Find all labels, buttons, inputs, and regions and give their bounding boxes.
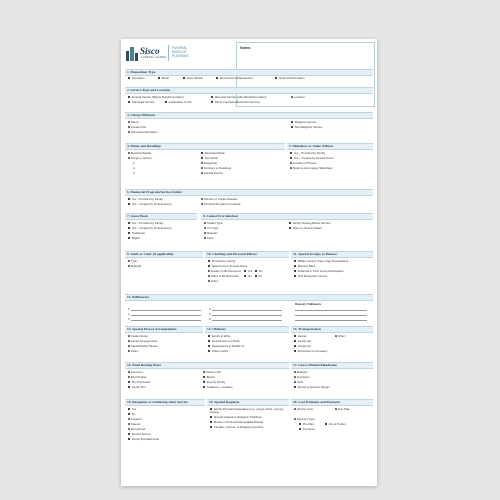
section-title: 12. Pallbearers xyxy=(125,294,373,301)
location-field[interactable]: Location: xyxy=(291,96,305,99)
eulogist-field[interactable]: Eulogist(s): xyxy=(201,162,218,165)
checkbox-option[interactable]: Memorial Service (After Burial/Cremation) xyxy=(211,96,266,99)
checkbox-option[interactable]: Procession to Cemetery xyxy=(294,350,328,353)
color-field[interactable]: Color: xyxy=(204,237,214,240)
section-vault xyxy=(125,251,203,291)
checkbox-option[interactable]: Kept by Family xyxy=(203,381,225,384)
checkbox-option[interactable]: Family Viewing Before Service xyxy=(289,222,331,225)
clothing-other-field[interactable]: Other: xyxy=(208,280,219,283)
checkbox-option[interactable]: Out of Pocket xyxy=(325,423,346,426)
checkbox-option[interactable]: Live Music xyxy=(201,157,218,160)
checkbox-option[interactable]: Yes – Provided by Family xyxy=(128,222,163,225)
header-divider xyxy=(168,45,169,61)
checkbox-option[interactable]: Green Burial xyxy=(183,77,202,80)
honorary-line[interactable] xyxy=(295,308,367,311)
song-line[interactable]: 1. xyxy=(133,161,136,165)
jewelry-option[interactable]: Jewelry to Be Removed: Yes No xyxy=(208,270,262,273)
pallbearer-line[interactable]: 4. xyxy=(209,308,282,311)
checkbox-option[interactable]: Family to Write xyxy=(208,335,230,338)
checkbox-option[interactable]: Hearse xyxy=(294,335,307,338)
section-program xyxy=(125,189,373,209)
checkbox-option[interactable]: Pre-Paid xyxy=(299,423,314,426)
section-special-requests xyxy=(207,399,289,451)
musician-field[interactable]: Musician/Soloist xyxy=(128,152,151,155)
section-title: 11. Special Groups or Honors xyxy=(291,251,373,258)
section-clothing xyxy=(205,251,289,291)
section-grave-marker xyxy=(291,362,373,396)
section-title: 2. Service Type and Location xyxy=(125,87,373,94)
form-title: FUNERAL SERVICE PLANNING xyxy=(172,46,189,59)
flower-field[interactable]: Other: xyxy=(128,350,139,353)
section-title: 1. Disposition Type xyxy=(125,69,373,76)
song-line[interactable]: 2. xyxy=(133,166,136,170)
checkbox-option[interactable]: Family-Provided Food xyxy=(128,438,159,441)
due-date-field[interactable]: Due Date: xyxy=(335,408,350,411)
section-obituary xyxy=(205,326,289,360)
checkbox-option[interactable]: Graveside Service xyxy=(128,101,155,104)
reception-field[interactable]: Location: xyxy=(128,418,142,421)
checkbox-option[interactable]: Family Plot xyxy=(128,386,146,389)
section-title: 6. Memorial Program/Service Folder xyxy=(125,189,373,196)
payment-type-field[interactable]: Payment Type: xyxy=(294,418,316,421)
checkbox-option[interactable]: Yes – Created by Funeral Home xyxy=(290,157,334,160)
checkbox-option[interactable]: Family to Approve Design xyxy=(294,386,330,389)
checkbox-option[interactable]: Candles, Incense, or Religious Symbols xyxy=(210,426,263,429)
pallbearer-line[interactable]: 6. xyxy=(209,318,282,321)
checkbox-option[interactable]: Funeral Home to Write xyxy=(208,340,240,343)
photos-location-field[interactable]: Location of Photos: xyxy=(290,162,317,165)
checkbox-option[interactable]: Anatomical Donation xyxy=(275,77,305,80)
checkbox-option[interactable]: Traditional xyxy=(128,232,145,235)
section-flowers xyxy=(125,326,203,360)
section-pallbearers xyxy=(125,294,373,324)
checkbox-option[interactable]: Buried xyxy=(203,376,215,379)
checkbox-option[interactable]: Burial xyxy=(158,77,169,80)
contact-field[interactable]: Contact Info: xyxy=(128,126,147,129)
reception-field[interactable]: Menu/Food: xyxy=(128,428,146,431)
checkbox-option[interactable]: Yes – Provided by Family xyxy=(290,152,325,155)
songs-field[interactable]: Songs or Hymns: xyxy=(128,157,152,160)
reception-field[interactable]: Caterer: xyxy=(128,423,141,426)
checkbox-option[interactable]: Yes – Provided by Family xyxy=(128,198,163,201)
checkbox-option[interactable]: Celebration of Life xyxy=(165,101,191,104)
checkbox-option[interactable]: Digital xyxy=(128,237,139,240)
section-title: 13. Special Flower Arrangements xyxy=(125,326,203,333)
checkbox-option[interactable]: Family Car xyxy=(294,340,311,343)
photos-info-field[interactable]: Photos/Information to Include: xyxy=(201,203,241,206)
section-slideshow xyxy=(287,143,373,187)
checkbox-option[interactable]: No xyxy=(128,413,135,416)
service-cost-field[interactable]: Service Cost: xyxy=(294,408,314,411)
checkbox-option[interactable]: Photos or Personal Memorabilia Display xyxy=(210,421,263,424)
scripture-field[interactable]: Scripture or Readings: xyxy=(201,167,232,170)
pallbearer-line[interactable]: 3. xyxy=(128,318,201,321)
song-line[interactable]: 3. xyxy=(133,171,136,175)
brand-name: Sisco xyxy=(140,46,160,56)
section-disposition xyxy=(125,69,373,81)
section-title: 15. Transportation xyxy=(291,326,373,333)
pallbearer-line[interactable]: 5. xyxy=(209,313,282,316)
flower-field[interactable]: Stand/Display Pieces: xyxy=(128,345,158,348)
section-casket xyxy=(201,213,373,247)
checkbox-option[interactable]: Yes – Created by Funeral Home xyxy=(128,227,172,230)
vault-material-field[interactable]: Material: xyxy=(128,265,142,268)
checkbox-option[interactable]: Newspaper/s to Publish In: xyxy=(208,345,245,348)
vault-type-field[interactable]: Type: xyxy=(128,260,138,263)
section-title: 10. Clothing and Personal Effects xyxy=(205,251,289,258)
honorary-line[interactable] xyxy=(295,313,367,316)
poems-field[interactable]: Special Poems: xyxy=(201,172,223,175)
checkbox-option[interactable]: Masonic Rites xyxy=(294,265,315,268)
section-title: 20. Cost Estimate and Payment xyxy=(291,399,373,406)
urn-field[interactable]: Urn Type: xyxy=(204,227,219,230)
section-transportation xyxy=(291,326,373,360)
checkbox-option[interactable]: Recorded Music xyxy=(201,152,225,155)
material-field[interactable]: Material: xyxy=(204,232,218,235)
marker-field[interactable]: Material: xyxy=(294,371,308,374)
section-title: 9. Vault or Liner (if applicable) xyxy=(125,251,203,258)
checkbox-option[interactable]: Fraternal or Civic Group Participation xyxy=(294,270,344,273)
section-clergy xyxy=(125,112,373,140)
checkbox-option[interactable]: Clergy Car xyxy=(294,345,311,348)
ashes-field[interactable]: Ashes to Be: xyxy=(203,371,222,374)
planning-form xyxy=(121,39,377,486)
glasses-option[interactable]: Glass to Be Removed: Yes No xyxy=(208,275,262,278)
section-title: 3. Clergy/Officiant xyxy=(125,112,373,119)
checkbox-option[interactable]: Provided by Family xyxy=(208,260,235,263)
checkbox-option[interactable]: Entombment (Mausoleum) xyxy=(216,77,253,80)
section-title: 8. Casket/Urn Selection xyxy=(201,213,373,220)
checkbox-option[interactable]: Military Honors (Taps, Flag Presentation) xyxy=(294,260,348,263)
slideshow-music-field[interactable]: Music to Accompany Slideshow: xyxy=(290,167,333,170)
section-title: 7. Guest Book xyxy=(125,213,197,220)
checkbox-option[interactable]: First Responder Honors xyxy=(294,275,327,278)
notes-label: Notes: xyxy=(240,46,252,50)
checkbox-option[interactable]: Insurance xyxy=(299,428,315,431)
honorarium-field[interactable]: Honorarium/Donation: xyxy=(128,131,158,134)
section-title: 14. Obituary xyxy=(205,326,289,333)
section-reception xyxy=(125,399,205,451)
pallbearer-line[interactable]: 2. xyxy=(128,313,201,316)
section-title: 16. Final Resting Place xyxy=(125,362,289,369)
checkbox-option[interactable]: Online Notice xyxy=(208,350,228,353)
copies-field[interactable]: Number of Copies Needed: xyxy=(201,198,238,201)
checkbox-option[interactable]: Alcohol Served xyxy=(128,433,151,436)
pallbearer-line[interactable]: 1. xyxy=(128,308,201,311)
checkbox-option[interactable]: Non-Religious Service xyxy=(291,126,322,129)
section-resting-place xyxy=(125,362,289,396)
brand-subtitle: FUNERAL CHAPEL xyxy=(141,56,167,59)
section-title: 4. Music and Readings xyxy=(125,143,285,150)
flower-field[interactable]: Family Arrangements: xyxy=(128,340,158,343)
marker-field[interactable]: Style: xyxy=(294,381,304,384)
name-field[interactable]: Name: xyxy=(128,121,139,124)
section-title: 18. Reception or Gathering After Service xyxy=(125,399,205,406)
plot-field[interactable]: Plot Number: xyxy=(128,376,147,379)
checkbox-option[interactable]: Funeral Service (Before Burial/Cremation) xyxy=(128,96,184,99)
section-cost xyxy=(291,399,373,451)
checkbox-option[interactable]: Cremation xyxy=(128,77,145,80)
section-honors xyxy=(291,251,373,291)
building-icon xyxy=(126,47,138,61)
checkbox-option[interactable]: Selected from Funeral Home xyxy=(208,265,247,268)
checkbox-option[interactable]: Open or Closed Casket xyxy=(289,227,322,230)
section-service-type xyxy=(125,87,373,107)
marker-field[interactable]: Inscription: xyxy=(294,376,310,379)
checkbox-option[interactable]: Religious Service xyxy=(291,121,316,124)
flower-field[interactable]: Casket Spray: xyxy=(128,335,148,338)
honorary-line[interactable] xyxy=(295,318,367,321)
section-music xyxy=(125,143,285,187)
section-title: 19. Special Requests xyxy=(207,399,289,406)
checkbox-option[interactable]: Special Cultural or Religious Traditions xyxy=(210,416,262,419)
transport-other-field[interactable]: Other: xyxy=(335,335,346,338)
checkbox-option[interactable]: Scattered – Location: xyxy=(203,386,233,389)
cemetery-field[interactable]: Cemetery: xyxy=(128,371,144,374)
checkbox-option[interactable]: Direct Cremation/Burial (No Service) xyxy=(211,101,260,104)
casket-field[interactable]: Casket Type: xyxy=(204,222,223,225)
honorary-pallbearers-label: Honorary Pallbearers xyxy=(295,303,322,306)
checkbox-option[interactable]: Yes xyxy=(128,408,136,411)
section-title: 5. Slideshow or Video Tribute xyxy=(287,143,373,150)
section-guest-book xyxy=(125,213,197,247)
checkbox-option[interactable]: Family-Provided Keepsakes (e.g., prayer cards, memory stones) xyxy=(210,407,284,414)
section-title: 17. Grave Marker/Headstone xyxy=(291,362,373,369)
checkbox-option[interactable]: Pre-Purchased xyxy=(128,381,150,384)
checkbox-option[interactable]: Yes – Created by Funeral Home xyxy=(128,203,172,206)
